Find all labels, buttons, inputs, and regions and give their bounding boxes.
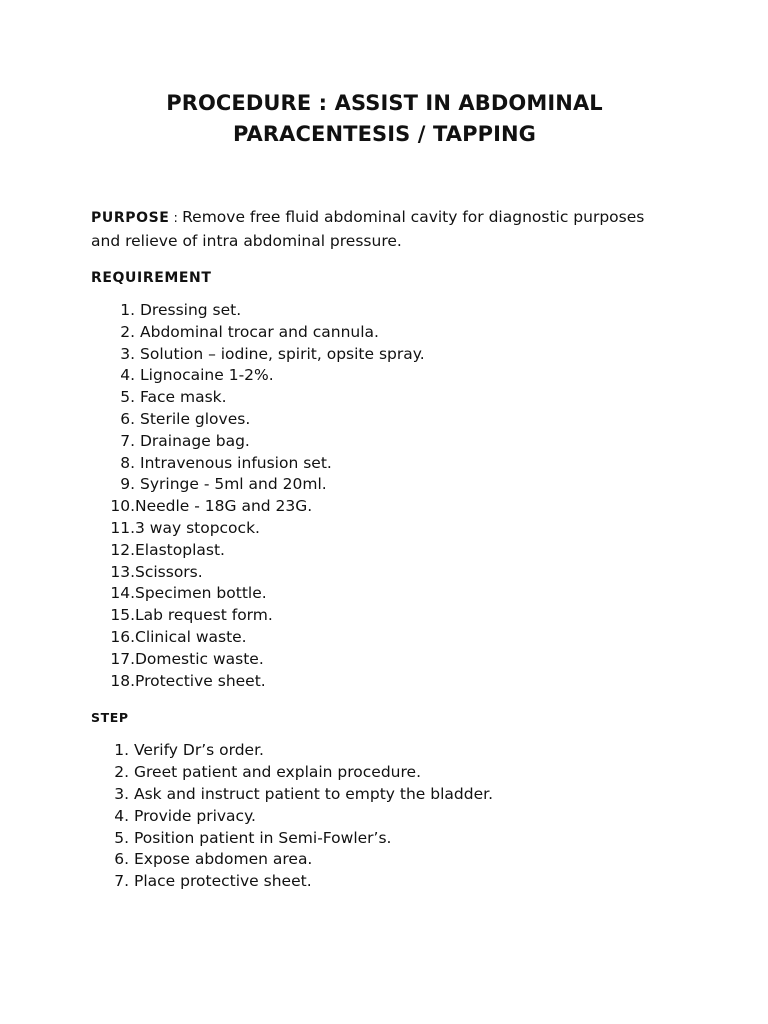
- list-item: [91, 784, 678, 806]
- item-text: Elastoplast.: [135, 540, 225, 559]
- list-item: [91, 453, 678, 475]
- purpose-text: Remove free fluid abdominal cavity for diagnostic purposes and relieve of intra abdominal pressure.: [91, 208, 645, 250]
- list-item: [91, 431, 678, 453]
- item-number: 15.: [110, 606, 135, 625]
- item-text: 3 way stopcock.: [135, 518, 260, 537]
- item-text: Drainage bag.: [140, 431, 250, 450]
- list-item: [91, 871, 678, 893]
- item-text: Clinical waste.: [135, 627, 247, 646]
- list-item: [91, 322, 678, 344]
- item-text: Domestic waste.: [135, 649, 264, 668]
- purpose-paragraph: [91, 206, 678, 252]
- list-item: [91, 583, 678, 605]
- item-number: 1.: [114, 741, 129, 760]
- list-item: [91, 387, 678, 409]
- list-item: [91, 365, 678, 387]
- item-number: 4.: [114, 806, 129, 825]
- item-number: 6.: [114, 850, 129, 869]
- list-item: [91, 806, 678, 828]
- item-number: 14.: [110, 584, 135, 603]
- item-number: 11.: [110, 518, 135, 537]
- item-text: Specimen bottle.: [135, 584, 267, 603]
- requirement-list: [91, 300, 678, 692]
- item-number: 1.: [120, 301, 135, 319]
- list-item: [91, 562, 678, 584]
- item-number: 4.: [120, 366, 135, 385]
- list-item: [91, 762, 678, 784]
- item-number: 5.: [114, 828, 129, 847]
- item-number: 7.: [120, 431, 135, 450]
- item-text: Needle - 18G and 23G.: [135, 497, 313, 516]
- item-text: Intravenous infusion set.: [140, 453, 332, 472]
- purpose-colon: :: [169, 211, 183, 226]
- item-number: 2.: [120, 322, 135, 341]
- item-number: 13.: [110, 562, 135, 581]
- item-number: 8.: [120, 453, 135, 472]
- item-number: 5.: [120, 388, 135, 407]
- item-text: Expose abdomen area.: [134, 850, 313, 869]
- requirement-heading: REQUIREMENT: [91, 270, 212, 286]
- item-text: Ask and instruct patient to empty the bladder.: [134, 784, 493, 803]
- list-item: [91, 540, 678, 562]
- item-text: Verify Dr’s order.: [134, 741, 264, 760]
- item-text: Protective sheet.: [135, 671, 266, 690]
- item-number: 12.: [110, 540, 135, 559]
- item-number: 10.: [110, 497, 135, 516]
- item-number: 3.: [114, 784, 129, 803]
- step-heading: STEP: [91, 710, 129, 726]
- item-text: Lignocaine 1-2%.: [140, 366, 274, 385]
- item-number: 2.: [114, 763, 129, 782]
- list-item: [91, 849, 678, 871]
- item-text: Dressing set.: [140, 301, 242, 319]
- item-number: 7.: [114, 872, 129, 891]
- list-item: [91, 344, 678, 366]
- list-item: [91, 605, 678, 627]
- purpose-label: PURPOSE: [91, 210, 170, 226]
- title-line-1: PROCEDURE : ASSIST IN ABDOMINAL: [166, 91, 603, 115]
- list-item: [91, 496, 678, 518]
- item-text: Solution – iodine, spirit, opsite spray.: [140, 344, 425, 363]
- item-text: Sterile gloves.: [140, 409, 251, 428]
- item-text: Syringe - 5ml and 20ml.: [140, 475, 327, 494]
- list-item: [91, 474, 678, 496]
- title-line-2: PARACENTESIS / TAPPING: [232, 122, 537, 146]
- page-title: [91, 88, 678, 150]
- item-number: 18.: [110, 671, 135, 690]
- item-number: 16.: [110, 627, 135, 646]
- item-text: Abdominal trocar and cannula.: [140, 322, 379, 341]
- item-number: 3.: [120, 344, 135, 363]
- item-text: Lab request form.: [135, 606, 273, 625]
- list-item: [91, 300, 678, 322]
- list-item: [91, 828, 678, 850]
- item-text: Scissors.: [135, 562, 203, 581]
- list-item: [91, 409, 678, 431]
- item-text: Face mask.: [140, 388, 227, 407]
- list-item: [91, 518, 678, 540]
- item-number: 6.: [120, 409, 135, 428]
- list-item: [91, 627, 678, 649]
- list-item: [91, 671, 678, 693]
- list-item: [91, 740, 678, 762]
- item-text: Position patient in Semi-Fowler’s.: [134, 828, 392, 847]
- item-text: Greet patient and explain procedure.: [134, 763, 421, 782]
- item-text: Place protective sheet.: [134, 872, 312, 891]
- list-item: [91, 649, 678, 671]
- step-list: [91, 740, 678, 893]
- item-number: 9.: [120, 475, 135, 494]
- item-number: 17.: [110, 649, 135, 668]
- item-text: Provide privacy.: [134, 806, 256, 825]
